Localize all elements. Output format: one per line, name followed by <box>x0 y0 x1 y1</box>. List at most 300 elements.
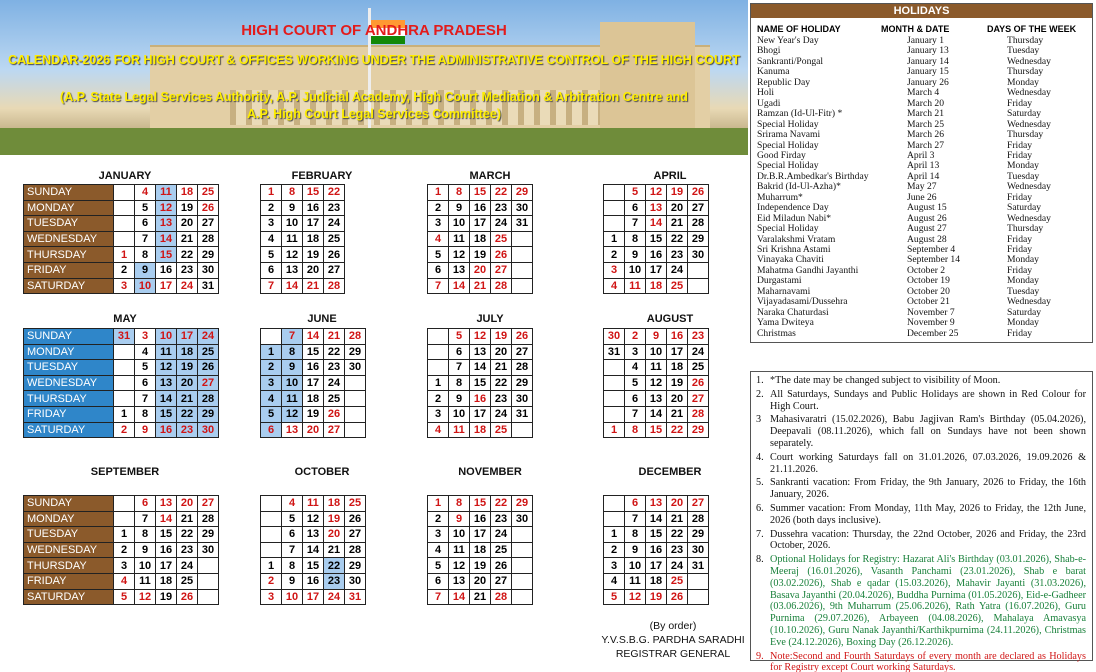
day-cell: 14 <box>646 406 667 422</box>
day-cell: 14 <box>646 216 667 232</box>
day-cell: 16 <box>667 329 688 345</box>
day-cell: 6 <box>449 344 470 360</box>
note-text: All Saturdays, Sundays and Public Holidays are shown in Red Colour for High Court. <box>770 388 1086 412</box>
empty-cell <box>604 511 625 527</box>
day-cell: 18 <box>324 496 345 512</box>
holiday-name: Maharnavami <box>757 285 811 297</box>
banner-line-4: A.P. High Court Legal Services Committee) <box>247 107 501 121</box>
holiday-day: Friday <box>1007 327 1033 339</box>
day-cell: 21 <box>324 542 345 558</box>
day-cell: 13 <box>646 496 667 512</box>
day-cell: 20 <box>491 344 512 360</box>
day-cell: 25 <box>198 185 219 201</box>
day-cell: 12 <box>625 589 646 605</box>
day-cell: 24 <box>688 344 709 360</box>
day-cell: 7 <box>625 511 646 527</box>
month-name-september: SEPTEMBER <box>90 466 160 478</box>
day-cell: 19 <box>177 200 198 216</box>
holiday-date: January 1 <box>907 35 945 46</box>
day-cell: 8 <box>135 527 156 543</box>
day-cell: 20 <box>667 200 688 216</box>
weekday-label: FRIDAY <box>24 262 114 278</box>
day-cell: 1 <box>114 247 135 263</box>
holiday-date: April 13 <box>907 160 940 172</box>
weekday-label: MONDAY <box>24 511 114 527</box>
day-cell: 5 <box>135 200 156 216</box>
day-cell: 5 <box>114 589 135 605</box>
empty-cell <box>345 375 366 391</box>
day-cell: 8 <box>282 344 303 360</box>
day-cell: 9 <box>625 542 646 558</box>
holiday-name: Special Holiday <box>757 160 819 172</box>
empty-cell <box>604 360 625 376</box>
holiday-name: Dr.B.R.Ambedkar's Birthday <box>757 170 869 182</box>
day-cell: 8 <box>135 247 156 263</box>
day-cell: 24 <box>177 278 198 294</box>
empty-cell <box>688 573 709 589</box>
holiday-name: Ugadi <box>757 97 781 109</box>
note-item <box>756 554 1086 648</box>
month-table-august <box>603 328 709 438</box>
day-cell: 28 <box>198 391 219 407</box>
day-cell: 17 <box>470 216 491 232</box>
month-table-december <box>603 495 709 605</box>
day-cell: 17 <box>156 558 177 574</box>
day-cell: 4 <box>428 422 449 438</box>
day-cell: 12 <box>282 406 303 422</box>
day-cell: 22 <box>491 496 512 512</box>
holiday-date: November 7 <box>907 306 955 318</box>
day-cell: 9 <box>135 262 156 278</box>
day-cell: 9 <box>282 573 303 589</box>
day-cell: 11 <box>449 231 470 247</box>
day-cell: 9 <box>282 360 303 376</box>
day-cell: 24 <box>324 589 345 605</box>
holiday-date: January 13 <box>907 45 949 57</box>
day-cell: 4 <box>261 391 282 407</box>
day-cell: 10 <box>156 329 177 345</box>
empty-cell <box>114 375 135 391</box>
day-cell: 5 <box>261 247 282 263</box>
day-cell: 25 <box>688 360 709 376</box>
day-cell: 11 <box>625 573 646 589</box>
day-cell: 2 <box>261 573 282 589</box>
empty-cell <box>688 589 709 605</box>
holiday-date: August 28 <box>907 233 947 245</box>
weekday-label: SUNDAY <box>24 329 114 345</box>
day-cell: 5 <box>625 185 646 201</box>
day-cell: 17 <box>303 375 324 391</box>
day-cell: 19 <box>470 558 491 574</box>
day-cell: 26 <box>491 558 512 574</box>
holiday-date: November 9 <box>907 317 955 329</box>
holiday-date: October 20 <box>907 285 950 297</box>
day-cell: 13 <box>303 527 324 543</box>
day-cell: 18 <box>646 278 667 294</box>
day-cell: 5 <box>428 558 449 574</box>
day-cell: 22 <box>667 231 688 247</box>
month-table-september <box>23 495 219 605</box>
day-cell: 18 <box>177 185 198 201</box>
holiday-name: Vinayaka Chaviti <box>757 254 824 266</box>
day-cell: 31 <box>345 589 366 605</box>
day-cell: 13 <box>156 496 177 512</box>
day-cell: 29 <box>512 375 533 391</box>
day-cell: 29 <box>198 406 219 422</box>
day-cell: 10 <box>646 344 667 360</box>
holiday-day: Wednesday <box>1007 118 1051 130</box>
day-cell: 9 <box>135 422 156 438</box>
day-cell: 20 <box>470 262 491 278</box>
day-cell: 31 <box>604 344 625 360</box>
empty-cell <box>114 496 135 512</box>
col-name-header: NAME OF HOLIDAY <box>757 24 841 34</box>
empty-cell <box>512 573 533 589</box>
day-cell: 2 <box>261 360 282 376</box>
day-cell: 21 <box>470 589 491 605</box>
month-name-february: FEBRUARY <box>291 170 353 182</box>
day-cell: 20 <box>177 496 198 512</box>
holiday-day: Monday <box>1007 317 1039 329</box>
empty-cell <box>512 262 533 278</box>
day-cell: 17 <box>177 329 198 345</box>
day-cell: 12 <box>470 329 491 345</box>
note-text: Court working Saturdays fall on 31.01.2026, 07.03.2026, 19.09.2026 & 21.11.2026. <box>770 451 1086 475</box>
weekday-label: TUESDAY <box>24 527 114 543</box>
day-cell: 27 <box>324 262 345 278</box>
note-item <box>756 477 1086 501</box>
day-cell: 15 <box>156 406 177 422</box>
day-cell: 27 <box>491 262 512 278</box>
month-name-december: DECEMBER <box>638 466 702 478</box>
day-cell: 19 <box>177 360 198 376</box>
day-cell: 24 <box>198 329 219 345</box>
weekday-label: SUNDAY <box>24 185 114 201</box>
day-cell: 12 <box>449 558 470 574</box>
day-cell: 27 <box>688 200 709 216</box>
note-item <box>756 529 1086 553</box>
holiday-date: August 15 <box>907 202 947 214</box>
day-cell: 14 <box>470 360 491 376</box>
holiday-day: Monday <box>1007 160 1039 172</box>
empty-cell <box>345 422 366 438</box>
month-table-july <box>427 328 533 438</box>
weekday-label: THURSDAY <box>24 391 114 407</box>
holiday-date: March 20 <box>907 97 945 109</box>
day-cell: 20 <box>667 496 688 512</box>
day-cell: 21 <box>303 278 324 294</box>
holiday-name: Holi <box>757 87 775 99</box>
weekday-label: MONDAY <box>24 344 114 360</box>
empty-cell <box>261 542 282 558</box>
day-cell: 13 <box>156 216 177 232</box>
holiday-name: Sankranti/Pongal <box>757 55 824 67</box>
empty-cell <box>198 573 219 589</box>
note-item <box>756 503 1086 527</box>
day-cell: 8 <box>625 422 646 438</box>
day-cell: 27 <box>198 375 219 391</box>
day-cell: 9 <box>646 329 667 345</box>
note-text: *The date may be changed subject to visibility of Moon. <box>770 375 1001 386</box>
day-cell: 4 <box>604 573 625 589</box>
day-cell: 5 <box>449 329 470 345</box>
day-cell: 28 <box>345 329 366 345</box>
weekday-label: WEDNESDAY <box>24 375 114 391</box>
empty-cell <box>428 344 449 360</box>
day-cell: 13 <box>449 262 470 278</box>
day-cell: 29 <box>345 558 366 574</box>
day-cell: 20 <box>324 527 345 543</box>
weekday-label: TUESDAY <box>24 360 114 376</box>
day-cell: 26 <box>324 406 345 422</box>
day-cell: 26 <box>491 247 512 263</box>
day-cell: 14 <box>646 511 667 527</box>
day-cell: 10 <box>282 589 303 605</box>
day-cell: 1 <box>428 375 449 391</box>
day-cell: 30 <box>345 360 366 376</box>
note-text: Sankranti vacation: From Friday, the 9th January, 2026 to Friday, the 16th January, 2026. <box>770 477 1086 501</box>
holiday-name: Bhogi <box>757 45 781 57</box>
day-cell: 22 <box>667 527 688 543</box>
day-cell: 22 <box>324 558 345 574</box>
holiday-date: January 26 <box>907 76 949 88</box>
holiday-day: Thursday <box>1007 129 1044 141</box>
note-number: 3 <box>756 414 762 426</box>
day-cell: 25 <box>177 573 198 589</box>
day-cell: 28 <box>491 278 512 294</box>
day-cell: 14 <box>156 511 177 527</box>
day-cell: 15 <box>470 496 491 512</box>
day-cell: 22 <box>177 527 198 543</box>
day-cell: 21 <box>491 360 512 376</box>
holiday-day: Wednesday <box>1007 55 1051 67</box>
day-cell: 11 <box>282 391 303 407</box>
day-cell: 8 <box>135 406 156 422</box>
day-cell: 30 <box>512 200 533 216</box>
day-cell: 12 <box>646 375 667 391</box>
day-cell: 3 <box>261 216 282 232</box>
holiday-date: August 27 <box>907 223 947 235</box>
month-table-november <box>427 495 533 605</box>
month-table-february <box>260 184 345 294</box>
day-cell: 10 <box>449 527 470 543</box>
holiday-name: Bakrid (Id-Ul-Azha)* <box>757 181 841 193</box>
day-cell: 7 <box>282 542 303 558</box>
day-cell: 30 <box>345 573 366 589</box>
day-cell: 10 <box>449 406 470 422</box>
day-cell: 1 <box>428 185 449 201</box>
day-cell: 15 <box>156 247 177 263</box>
holiday-name: Republic Day <box>757 76 811 88</box>
day-cell: 14 <box>303 542 324 558</box>
holiday-date: December 25 <box>907 327 959 339</box>
day-cell: 1 <box>114 406 135 422</box>
empty-cell <box>114 360 135 376</box>
day-cell: 28 <box>512 360 533 376</box>
signatory-name: Y.V.S.B.G. PARDHA SARADHI <box>601 634 745 646</box>
day-cell: 13 <box>156 375 177 391</box>
day-cell: 17 <box>667 344 688 360</box>
note-text: Summer vacation: From Monday, 11th May, 2026 to Friday, the 12th June, 2026 (both days inclusive). <box>770 502 1086 526</box>
month-name-june: JUNE <box>307 313 337 325</box>
holiday-name: Christmas <box>757 327 796 339</box>
day-cell: 17 <box>303 216 324 232</box>
day-cell: 14 <box>303 329 324 345</box>
day-cell: 15 <box>646 527 667 543</box>
holiday-day: Saturday <box>1007 202 1042 214</box>
weekday-label: FRIDAY <box>24 406 114 422</box>
day-cell: 29 <box>512 496 533 512</box>
day-cell: 29 <box>688 527 709 543</box>
day-cell: 27 <box>198 496 219 512</box>
empty-cell <box>261 496 282 512</box>
holiday-day: Thursday <box>1007 66 1044 78</box>
empty-cell <box>512 589 533 605</box>
note-number: 7. <box>756 528 764 540</box>
day-cell: 23 <box>324 360 345 376</box>
day-cell: 2 <box>428 391 449 407</box>
note-text: Optional Holidays for Registry: Hazarat Ali's Birthday (03.01.2026), Shab-e-Meeraj (16.01.2026), Vasanth Panchami (23.01.2026), Shab e barat (03.02.2026), Shab e qadar (15.03.2026), Mahavir Jayanti (31.03.2026), Basava Jayanthi (20.04.2026), Buddha Purnima (01.05.2026), Eid-e-Gadheer (03.06.2026), 9th Muharrum (25.06.2026), Rath Yatra (16.07.2026), Guru Purnima (29.07.2026), Arbayeen (04.08.2026), Mahalaya Amavasya (10.10.2026), Guru Nanak Jayanthi/Karthikpurnima (24.11.2026), Christmas Eve (24.12.2026), Boxing Day (26.12.2026). <box>770 554 1086 648</box>
month-table-may <box>23 328 219 438</box>
day-cell: 11 <box>156 185 177 201</box>
day-cell: 19 <box>156 589 177 605</box>
day-cell: 4 <box>261 231 282 247</box>
day-cell: 17 <box>470 527 491 543</box>
day-cell: 26 <box>688 375 709 391</box>
day-cell: 26 <box>688 185 709 201</box>
day-cell: 4 <box>428 231 449 247</box>
day-cell: 29 <box>512 185 533 201</box>
empty-cell <box>345 406 366 422</box>
day-cell: 20 <box>177 375 198 391</box>
day-cell: 10 <box>625 558 646 574</box>
day-cell: 20 <box>470 573 491 589</box>
holiday-day: Friday <box>1007 191 1033 203</box>
day-cell: 28 <box>688 511 709 527</box>
note-item <box>756 651 1086 672</box>
day-cell: 17 <box>470 406 491 422</box>
day-cell: 3 <box>625 344 646 360</box>
day-cell: 15 <box>156 527 177 543</box>
day-cell: 25 <box>667 573 688 589</box>
holiday-name: Durgastami <box>757 275 802 287</box>
holiday-date: June 26 <box>907 191 937 203</box>
day-cell: 26 <box>177 589 198 605</box>
day-cell: 25 <box>345 496 366 512</box>
day-cell: 21 <box>667 406 688 422</box>
day-cell: 23 <box>491 391 512 407</box>
day-cell: 15 <box>303 344 324 360</box>
empty-cell <box>688 278 709 294</box>
day-cell: 1 <box>261 185 282 201</box>
day-cell: 27 <box>491 573 512 589</box>
note-number: 1. <box>756 375 764 386</box>
holiday-day: Monday <box>1007 254 1039 266</box>
day-cell: 11 <box>625 278 646 294</box>
day-cell: 25 <box>324 231 345 247</box>
day-cell: 9 <box>449 200 470 216</box>
holiday-day: Friday <box>1007 244 1033 255</box>
day-cell: 27 <box>688 496 709 512</box>
day-cell: 7 <box>135 511 156 527</box>
day-cell: 13 <box>646 391 667 407</box>
day-cell: 6 <box>135 216 156 232</box>
day-cell: 26 <box>198 360 219 376</box>
day-cell: 25 <box>324 391 345 407</box>
empty-cell <box>114 344 135 360</box>
day-cell: 11 <box>156 344 177 360</box>
day-cell: 6 <box>428 262 449 278</box>
day-cell: 16 <box>156 262 177 278</box>
weekday-label: SUNDAY <box>24 496 114 512</box>
day-cell: 8 <box>449 185 470 201</box>
month-table-april <box>603 184 709 294</box>
day-cell: 6 <box>625 200 646 216</box>
note-number: 2. <box>756 388 764 400</box>
empty-cell <box>114 185 135 201</box>
day-cell: 17 <box>303 589 324 605</box>
holidays-heading: HOLIDAYS <box>751 4 1092 18</box>
day-cell: 2 <box>428 200 449 216</box>
day-cell: 18 <box>303 231 324 247</box>
month-name-july: JULY <box>476 313 504 325</box>
empty-cell <box>512 247 533 263</box>
holiday-name: Vijayadasami/Dussehra <box>757 296 848 308</box>
day-cell: 10 <box>625 262 646 278</box>
day-cell: 14 <box>156 231 177 247</box>
month-table-june <box>260 328 366 438</box>
signatory-title: REGISTRAR GENERAL <box>615 648 731 660</box>
day-cell: 9 <box>449 391 470 407</box>
month-name-march: MARCH <box>469 170 511 182</box>
day-cell: 18 <box>470 422 491 438</box>
day-cell: 7 <box>625 216 646 232</box>
day-cell: 22 <box>667 422 688 438</box>
day-cell: 23 <box>324 573 345 589</box>
day-cell: 19 <box>646 589 667 605</box>
holiday-name: Varalakshmi Vratam <box>757 233 836 245</box>
holidays-panel <box>750 3 1093 343</box>
day-cell: 31 <box>512 216 533 232</box>
day-cell: 30 <box>688 247 709 263</box>
holiday-name: New Year's Day <box>757 35 819 46</box>
holiday-day: Wednesday <box>1007 212 1051 224</box>
day-cell: 13 <box>282 422 303 438</box>
day-cell: 13 <box>282 262 303 278</box>
day-cell: 2 <box>428 511 449 527</box>
day-cell: 9 <box>282 200 303 216</box>
day-cell: 30 <box>198 542 219 558</box>
note-number: 8. <box>756 554 764 566</box>
banner-subtitle: CALENDAR-2026 FOR HIGH COURT & OFFICES WORKING UNDER THE ADMINISTRATIVE CONTROL OF THE HIGH COURT <box>8 53 740 67</box>
holiday-day: Saturday <box>1007 108 1042 120</box>
weekday-label: THURSDAY <box>24 558 114 574</box>
holiday-name: Ramzan (Id-Ul-Fitr) * <box>757 108 843 120</box>
holiday-date: September 14 <box>907 254 961 266</box>
holiday-date: April 3 <box>907 149 935 161</box>
day-cell: 18 <box>470 542 491 558</box>
day-cell: 19 <box>667 375 688 391</box>
empty-cell <box>604 406 625 422</box>
empty-cell <box>114 200 135 216</box>
holiday-day: Friday <box>1007 264 1033 276</box>
day-cell: 13 <box>470 344 491 360</box>
holiday-date: April 14 <box>907 170 940 182</box>
holiday-name: Naraka Chaturdasi <box>757 306 829 318</box>
day-cell: 6 <box>428 573 449 589</box>
weekday-label: SATURDAY <box>24 589 114 605</box>
holiday-name: Independence Day <box>757 202 829 214</box>
